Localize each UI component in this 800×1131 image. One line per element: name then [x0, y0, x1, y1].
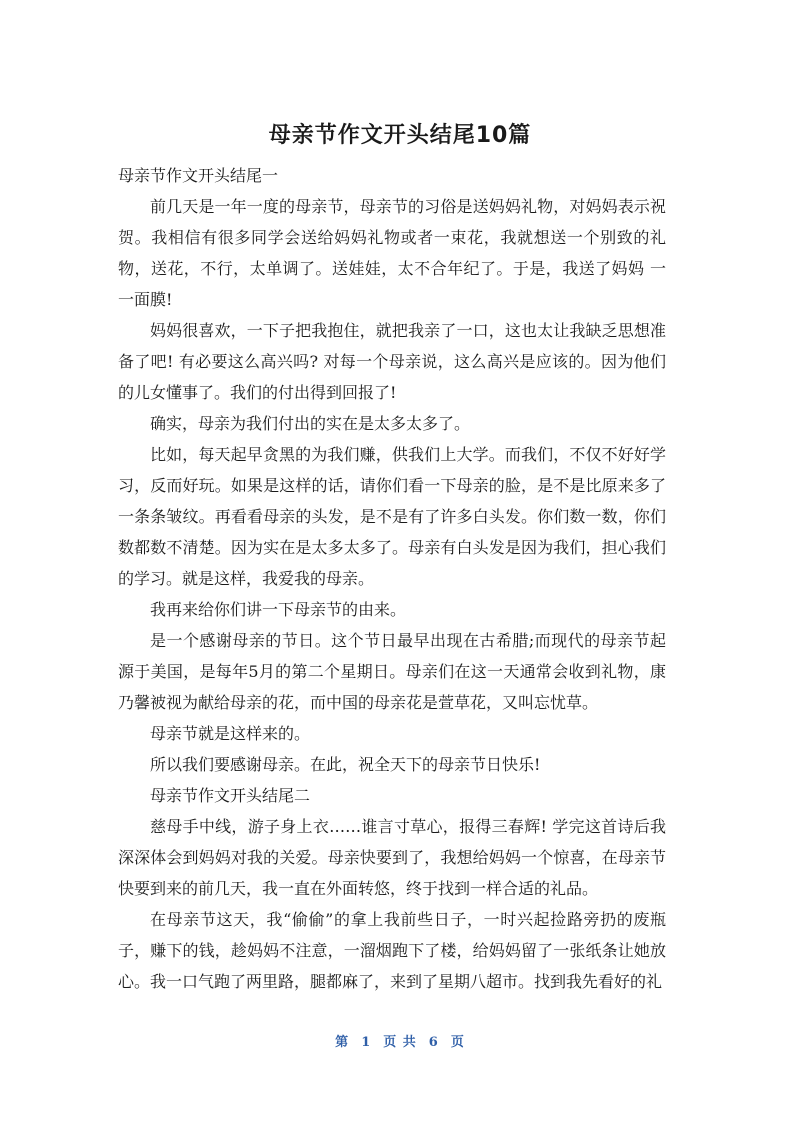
paragraph: 所以我们要感谢母亲。在此，祝全天下的母亲节日快乐!: [150, 755, 541, 774]
page-total: 6: [428, 1035, 439, 1050]
paragraph: 我再来给你们讲一下母亲节的由来。: [150, 600, 407, 619]
paragraph: 确实，母亲为我们付出的实在是太多太多了。: [150, 414, 471, 433]
paragraph: 妈妈很喜欢，一下子把我抱住，就把我亲了一口，这也太让我缺乏思想准备了吧! 有必要这么高兴吗? 对每一个母亲说，这么高兴是应该的。因为他们的儿女懂事了。我们的付出得到回报了!: [118, 321, 666, 402]
page-current: 1: [361, 1035, 372, 1050]
section-heading-2: 母亲节作文开头结尾二: [150, 786, 311, 805]
page-label-middle: 页 共: [383, 1035, 417, 1050]
section-heading-1: 母亲节作文开头结尾一: [118, 166, 279, 185]
paragraph: 在母亲节这天，我“偷偷”的拿上我前些日子，一时兴起捡路旁扔的废瓶子，赚下的钱，趁妈妈不注意，一溜烟跑下了楼，给妈妈留了一张纸条让她放心。我一口气跑了两里路，腿都麻了，来到了星期八超市。找到我先看好的礼: [118, 910, 666, 991]
page-label-prefix: 第: [335, 1035, 350, 1050]
paragraph: 比如，每天起早贪黑的为我们赚，供我们上大学。而我们，不仅不好好学习，反而好玩。如果是这样的话，请你们看一下母亲的脸，是不是比原来多了一条条皱纹。再看看母亲的头发，是不是有了许多白头发。你们数一数，你们数都数不清楚。因为实在是太多太多了。母亲有白头发是因为我们，担心我们的学习。就是这样，我爱我的母亲。: [118, 445, 666, 588]
page-label-suffix: 页: [450, 1035, 465, 1050]
document-title: 母亲节作文开头结尾10篇: [268, 123, 532, 148]
paragraph: 是一个感谢母亲的节日。这个节日最早出现在古希腊;而现代的母亲节起源于美国，是每年5月的第二个星期日。母亲们在这一天通常会收到礼物，康乃馨被视为献给母亲的花，而中国的母亲花是萱草花，又叫忘忧草。: [118, 631, 666, 712]
paragraph: 慈母手中线，游子身上衣……谁言寸草心，报得三春辉! 学完这首诗后我深深体会到妈妈对我的关爱。母亲快要到了，我想给妈妈一个惊喜，在母亲节快要到来的前几天，我一直在外面转悠，终于找到一样合适的礼品。: [118, 817, 666, 898]
page-footer: [0, 1031, 800, 1050]
document-body: [118, 160, 666, 997]
paragraph: 母亲节就是这样来的。: [150, 724, 311, 743]
paragraph: 前几天是一年一度的母亲节，母亲节的习俗是送妈妈礼物，对妈妈表示祝贺。我相信有很多同学会送给妈妈礼物或者一束花，我就想送一个别致的礼物，送花，不行，太单调了。送娃娃，太不合年纪了。于是，我送了妈妈 一一面膜!: [118, 197, 666, 309]
